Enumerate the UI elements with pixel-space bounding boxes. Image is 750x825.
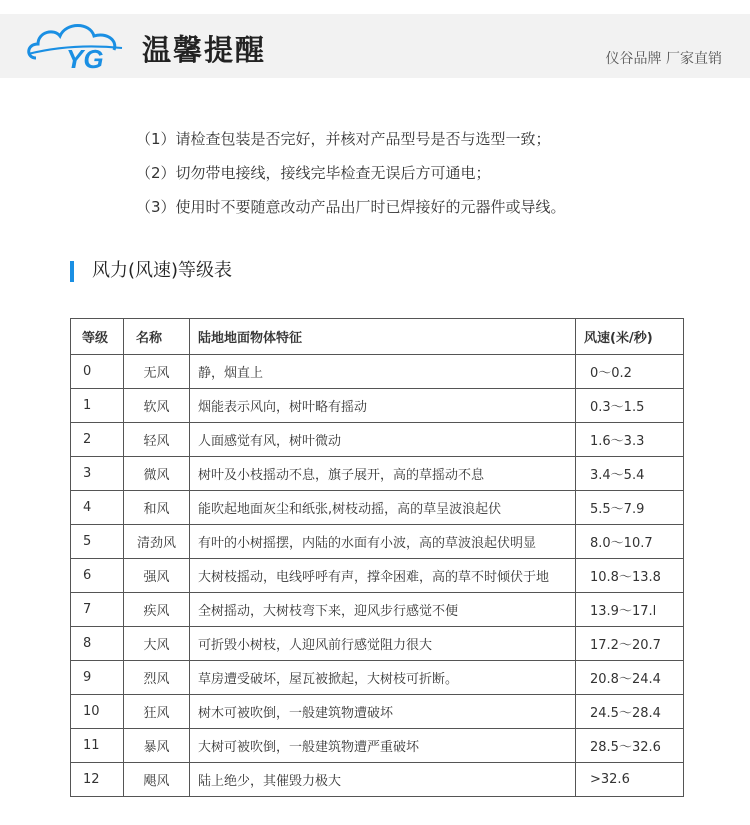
- cell-speed: 20.8～24.4: [576, 661, 684, 695]
- cell-feature: 静，烟直上: [190, 355, 576, 389]
- cell-feature: 可折毁小树枝，人迎风前行感觉阻力很大: [190, 627, 576, 661]
- cell-name: 狂风: [124, 695, 190, 729]
- table-row: [71, 559, 684, 593]
- logo-text: YG: [66, 44, 104, 74]
- column-header-feature: 陆地地面物体特征: [190, 319, 576, 355]
- cell-name: 暴风: [124, 729, 190, 763]
- cell-level: 7: [71, 593, 124, 627]
- cell-name: 强风: [124, 559, 190, 593]
- cell-feature: 树木可被吹倒，一般建筑物遭破坏: [190, 695, 576, 729]
- table-row: [71, 627, 684, 661]
- section-accent-bar: [70, 261, 74, 282]
- cell-level: 2: [71, 423, 124, 457]
- cell-level: 10: [71, 695, 124, 729]
- note-item: （3）使用时不要随意改动产品出厂时已焊接好的元器件或导线。: [136, 198, 566, 216]
- table-header-row: [71, 319, 684, 355]
- cell-speed: 24.5～28.4: [576, 695, 684, 729]
- cell-feature: 大树枝摇动，电线呼呼有声，撑伞困难，高的草不时倾伏于地: [190, 559, 576, 593]
- cell-level: 1: [71, 389, 124, 423]
- cell-level: 0: [71, 355, 124, 389]
- column-header-speed: 风速(米/秒): [576, 319, 684, 355]
- cell-feature: 树叶及小枝摇动不息，旗子展开，高的草摇动不息: [190, 457, 576, 491]
- cell-feature: 有叶的小树摇摆，内陆的水面有小波，高的草波浪起伏明显: [190, 525, 576, 559]
- cell-feature: 草房遭受破坏，屋瓦被掀起，大树枝可折断。: [190, 661, 576, 695]
- cell-feature: 能吹起地面灰尘和纸张,树枝动摇，高的草呈波浪起伏: [190, 491, 576, 525]
- cloud-logo-icon: [22, 14, 134, 78]
- cell-level: 3: [71, 457, 124, 491]
- header-slogan: 仪谷品牌 厂家直销: [605, 51, 722, 67]
- table-row: [71, 355, 684, 389]
- cell-speed: 28.5～32.6: [576, 729, 684, 763]
- cell-speed: 5.5～7.9: [576, 491, 684, 525]
- cell-level: 6: [71, 559, 124, 593]
- header-banner: [0, 14, 750, 78]
- cell-speed: 3.4～5.4: [576, 457, 684, 491]
- cell-speed: 17.2～20.7: [576, 627, 684, 661]
- cell-name: 飓风: [124, 763, 190, 797]
- table-row: [71, 729, 684, 763]
- cell-name: 轻风: [124, 423, 190, 457]
- section-title: 风力(风速)等级表: [92, 260, 233, 281]
- wind-scale-table: [70, 318, 684, 797]
- cell-name: 和风: [124, 491, 190, 525]
- note-item: （2）切勿带电接线，接线完毕检查无误后方可通电；: [136, 164, 491, 182]
- table-row: [71, 695, 684, 729]
- table-row: [71, 661, 684, 695]
- cell-name: 微风: [124, 457, 190, 491]
- cell-feature: 大树可被吹倒，一般建筑物遭严重破坏: [190, 729, 576, 763]
- cell-name: 清劲风: [124, 525, 190, 559]
- cell-name: 烈风: [124, 661, 190, 695]
- notes-list: [136, 122, 566, 224]
- cell-feature: 烟能表示风向，树叶略有摇动: [190, 389, 576, 423]
- table-row: [71, 593, 684, 627]
- cell-name: 软风: [124, 389, 190, 423]
- cell-speed: >32.6: [576, 763, 684, 797]
- cell-name: 无风: [124, 355, 190, 389]
- cell-feature: 陆上绝少，其催毁力极大: [190, 763, 576, 797]
- cell-level: 11: [71, 729, 124, 763]
- cell-feature: 全树摇动，大树枝弯下来，迎风步行感觉不便: [190, 593, 576, 627]
- cell-feature: 人面感觉有风，树叶微动: [190, 423, 576, 457]
- cell-speed: 8.0～10.7: [576, 525, 684, 559]
- column-header-name: 名称: [124, 319, 190, 355]
- cell-speed: 1.6～3.3: [576, 423, 684, 457]
- table-row: [71, 389, 684, 423]
- cell-name: 大风: [124, 627, 190, 661]
- cell-speed: 10.8～13.8: [576, 559, 684, 593]
- note-item: （1）请检查包装是否完好，并核对产品型号是否与选型一致；: [136, 130, 551, 148]
- cell-level: 12: [71, 763, 124, 797]
- cell-level: 4: [71, 491, 124, 525]
- cell-speed: 0.3～1.5: [576, 389, 684, 423]
- cell-speed: 13.9～17.l: [576, 593, 684, 627]
- table-row: [71, 423, 684, 457]
- column-header-level: 等级: [71, 319, 124, 355]
- table-row: [71, 525, 684, 559]
- cell-level: 5: [71, 525, 124, 559]
- cell-level: 8: [71, 627, 124, 661]
- table-row: [71, 457, 684, 491]
- cell-speed: 0～0.2: [576, 355, 684, 389]
- header-title: 温馨提醒: [142, 33, 267, 67]
- table-row: [71, 763, 684, 797]
- cell-level: 9: [71, 661, 124, 695]
- cell-name: 疾风: [124, 593, 190, 627]
- table-row: [71, 491, 684, 525]
